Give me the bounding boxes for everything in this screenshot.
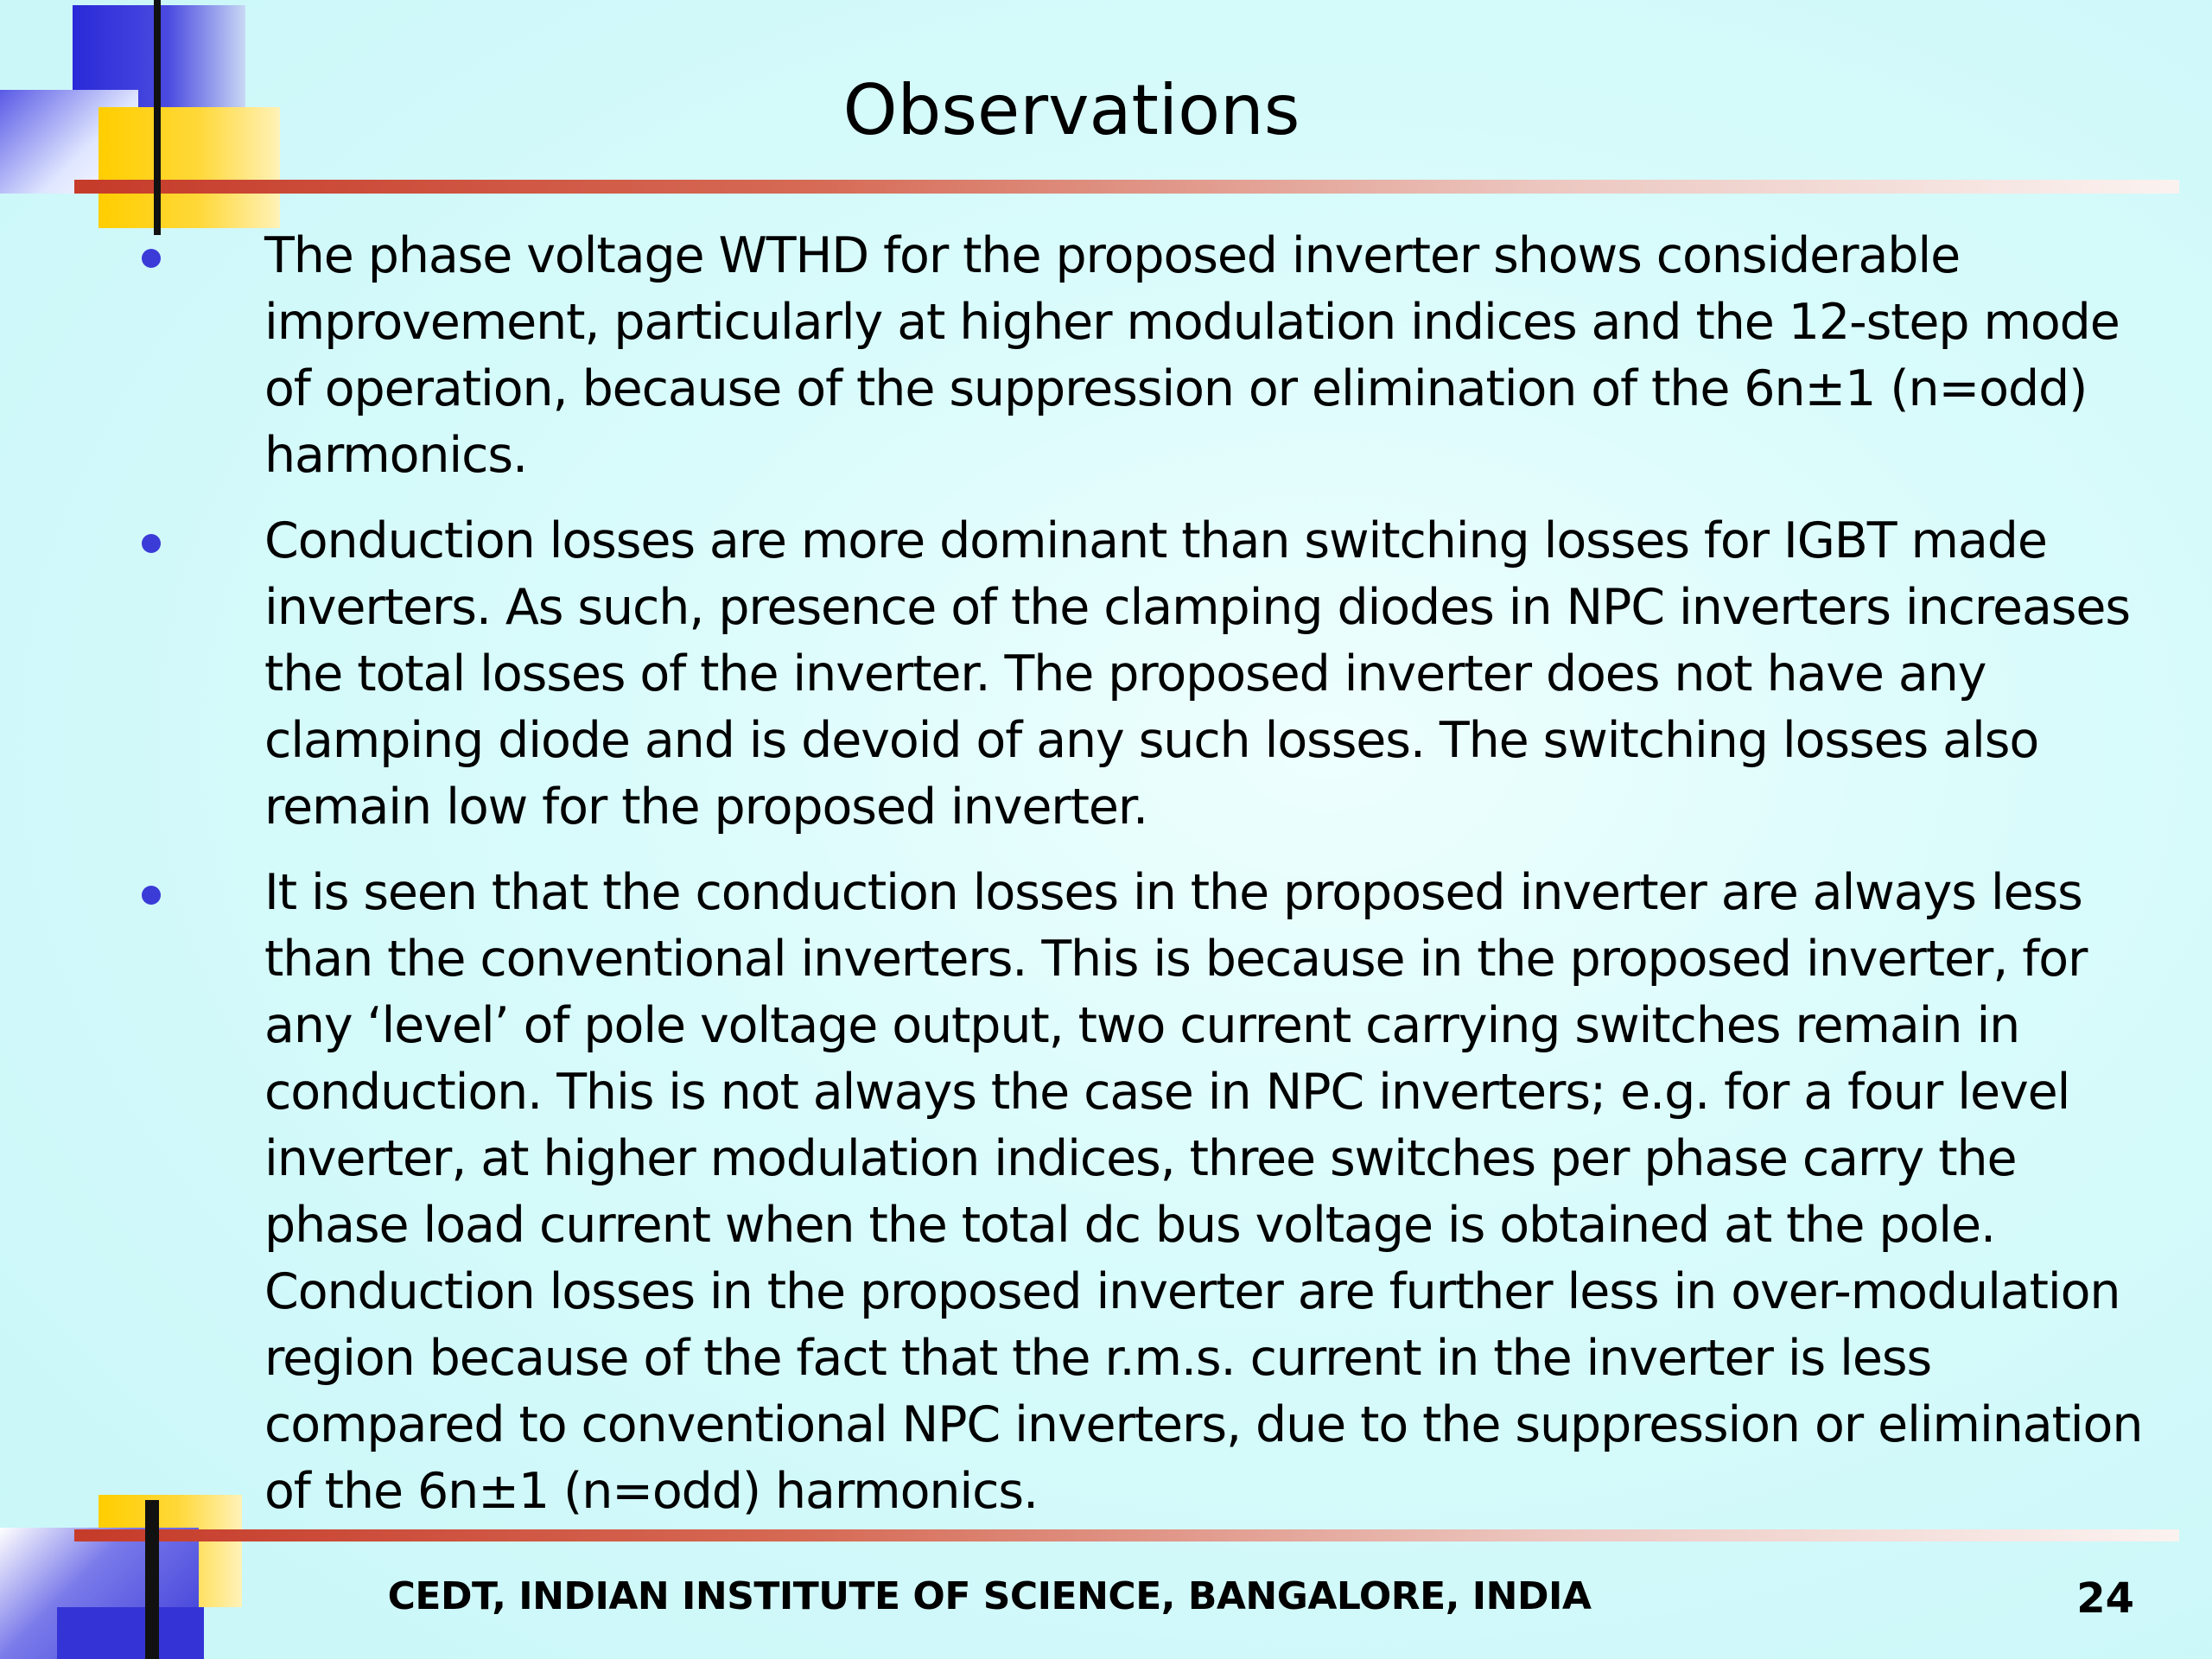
- bullet-item: [0, 860, 2212, 1525]
- footer-institution: CEDT, INDIAN INSTITUTE OF SCIENCE, BANGALORE, INDIA: [387, 1574, 1592, 1618]
- bullet-item: [0, 223, 2212, 489]
- title-rule-red: [74, 180, 2179, 194]
- bullet-dot-icon: [142, 886, 161, 905]
- bullet-text: Conduction losses are more dominant than switching losses for IGBT made inverters. As such, presence of the clamping diodes in NPC inverters increases the total losses of the inverter. The proposed inverter does not have any clamping diode and is devoid of any such losses. The switching losses also remain low for the proposed inverter.: [264, 512, 2130, 836]
- bullet-text: It is seen that the conduction losses in the proposed inverter are always less than the conventional inverters. This is because in the proposed inverter, for any ‘level’ of pole voltage output, two current carrying switches remain in conduction. This is not always the case in NPC inverters; e.g. for a four level inverter, at higher modulation indices, three switches per phase carry the phase load current when the total dc bus voltage is obtained at the pole. Conduction losses in the proposed inverter are further less in over-modulation region because of the fact that the r.m.s. current in the inverter is less compared to conventional NPC inverters, due to the suppression or elimination of the 6n±1 (n=odd) harmonics.: [264, 864, 2143, 1520]
- bullet-text: The phase voltage WTHD for the proposed inverter shows considerable improvement, particularly at higher modulation indices and the 12-step mode of operation, because of the suppression or elimination of the 6n±1 (n=odd) harmonics.: [264, 227, 2120, 484]
- page-number: 24: [2076, 1574, 2134, 1623]
- bullet-dot-icon: [142, 534, 161, 553]
- bullet-item: [0, 508, 2212, 841]
- slide-title: Observations: [842, 70, 1300, 150]
- footer-rule-red: [74, 1529, 2179, 1541]
- bullet-list: [0, 223, 2212, 1544]
- bullet-dot-icon: [142, 249, 161, 268]
